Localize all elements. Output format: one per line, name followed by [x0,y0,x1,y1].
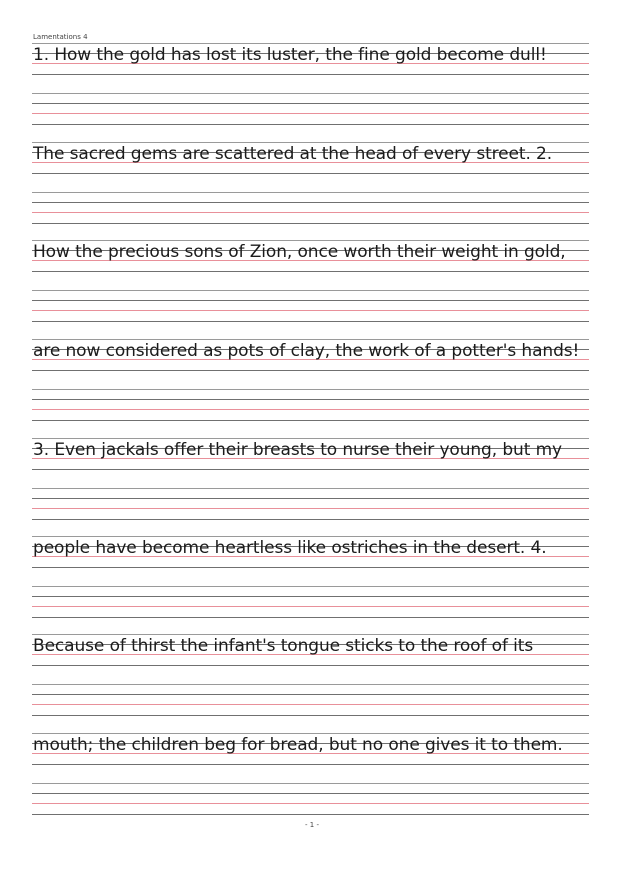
guide-line [32,764,589,765]
guide-line [32,290,589,291]
guide-line [32,519,589,520]
guide-line [32,536,589,537]
guide-line [32,596,589,597]
practice-line: people have become heartless like ostriches in the desert. 4. [33,538,547,558]
practice-line: Because of thirst the infant's tongue sticks to the roof of its [33,636,534,656]
page-number: - 1 - [305,821,319,829]
guide-line [32,93,589,94]
guide-line [32,300,589,301]
guide-line [32,488,589,489]
guide-line [32,74,589,75]
guide-line [32,420,589,421]
guide-line-red [32,508,589,509]
writing-block-4 [32,339,589,438]
guide-line [32,399,589,400]
writing-block-6 [32,536,589,635]
guide-line [32,665,589,666]
guide-line [32,339,589,340]
practice-line: mouth; the children beg for bread, but no one gives it to them. [33,735,563,755]
guide-line-red [32,212,589,213]
guide-line [32,240,589,241]
guide-line [32,634,589,635]
guide-line [32,733,589,734]
guide-line [32,438,589,439]
guide-line [32,694,589,695]
practice-line: The sacred gems are scattered at the head of every street. 2. [33,144,553,164]
guide-line [32,389,589,390]
guide-line [32,814,589,815]
guide-line [32,567,589,568]
practice-line: 1. How the gold has lost its luster, the fine gold become dull! [33,45,547,65]
guide-line [32,202,589,203]
guide-line-red [32,310,589,311]
guide-line [32,793,589,794]
practice-line: How the precious sons of Zion, once worth their weight in gold, [33,242,566,262]
writing-block-8 [32,733,589,832]
guide-line-red [32,803,589,804]
guide-line [32,271,589,272]
guide-line-red [32,409,589,410]
guide-line [32,142,589,143]
guide-line [32,370,589,371]
guide-line-red [32,606,589,607]
guide-line [32,192,589,193]
guide-line [32,43,589,44]
page-header: Lamentations 4 [33,33,88,41]
practice-line: 3. Even jackals offer their breasts to nurse their young, but my [33,440,563,460]
guide-line [32,498,589,499]
guide-line [32,469,589,470]
guide-line [32,617,589,618]
writing-block-5 [32,438,589,537]
guide-line [32,783,589,784]
practice-line: are now considered as pots of clay, the work of a potter's hands! [33,341,580,361]
guide-line [32,173,589,174]
guide-line-red [32,113,589,114]
writing-block-2 [32,142,589,241]
writing-block-7 [32,634,589,733]
guide-line [32,223,589,224]
guide-line-red [32,704,589,705]
guide-line [32,321,589,322]
writing-block-1 [32,43,589,142]
guide-line [32,586,589,587]
guide-line [32,715,589,716]
writing-block-3 [32,240,589,339]
guide-line [32,684,589,685]
guide-line [32,103,589,104]
guide-line [32,124,589,125]
